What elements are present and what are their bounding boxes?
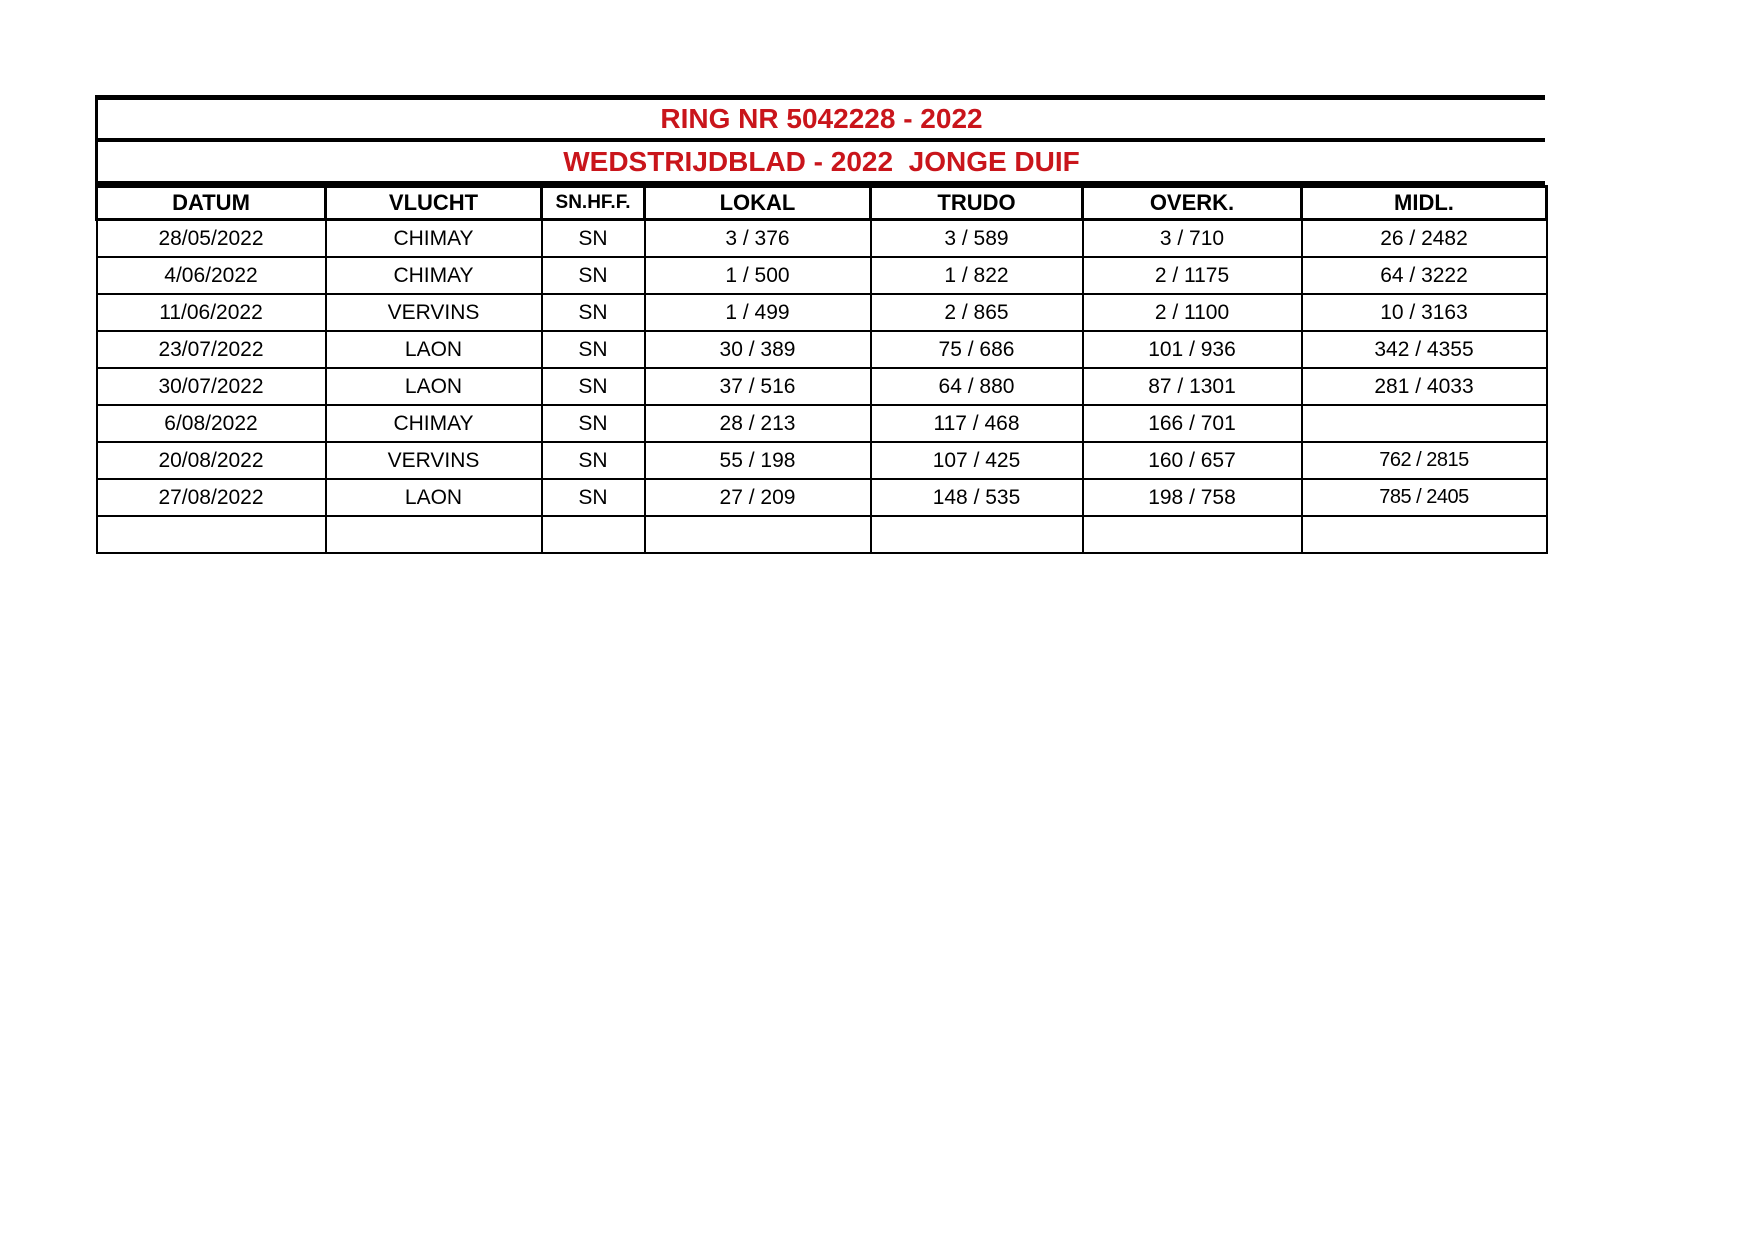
table-cell: 23/07/2022: [97, 331, 326, 368]
table-cell: 785 / 2405: [1302, 479, 1547, 516]
table-cell: 37 / 516: [645, 368, 871, 405]
table-row: [97, 442, 1547, 479]
table-cell: 64 / 3222: [1302, 257, 1547, 294]
table-cell: [871, 516, 1083, 553]
table-cell: 26 / 2482: [1302, 220, 1547, 258]
table-cell: SN: [542, 331, 645, 368]
table-cell: 27/08/2022: [97, 479, 326, 516]
table-cell: 28 / 213: [645, 405, 871, 442]
table-cell: 55 / 198: [645, 442, 871, 479]
table-cell: 1 / 500: [645, 257, 871, 294]
table-cell: 2 / 1100: [1083, 294, 1302, 331]
column-header-midl: MIDL.: [1302, 187, 1547, 220]
table-cell: 28/05/2022: [97, 220, 326, 258]
table-cell: VERVINS: [326, 442, 542, 479]
table-cell: CHIMAY: [326, 257, 542, 294]
table-row: [97, 331, 1547, 368]
table-cell: 107 / 425: [871, 442, 1083, 479]
table-cell: 3 / 376: [645, 220, 871, 258]
table-cell: SN: [542, 294, 645, 331]
table-cell: [326, 516, 542, 553]
table-cell: 64 / 880: [871, 368, 1083, 405]
table-cell: 30 / 389: [645, 331, 871, 368]
table-cell: VERVINS: [326, 294, 542, 331]
table-cell: CHIMAY: [326, 405, 542, 442]
ring-number-title: RING NR 5042228 - 2022: [95, 95, 1545, 142]
table-cell: SN: [542, 405, 645, 442]
table-cell: 4/06/2022: [97, 257, 326, 294]
table-cell: [1302, 405, 1547, 442]
table-cell: 6/08/2022: [97, 405, 326, 442]
table-cell: 762 / 2815: [1302, 442, 1547, 479]
table-cell: SN: [542, 368, 645, 405]
table-cell: 10 / 3163: [1302, 294, 1547, 331]
table-cell: 11/06/2022: [97, 294, 326, 331]
table-cell: 1 / 499: [645, 294, 871, 331]
table-cell: LAON: [326, 479, 542, 516]
table-cell: 27 / 209: [645, 479, 871, 516]
table-cell: 166 / 701: [1083, 405, 1302, 442]
sheet-subtitle: WEDSTRIJDBLAD - 2022 JONGE DUIF: [95, 142, 1545, 185]
column-header-vlucht: VLUCHT: [326, 187, 542, 220]
table-cell: [1083, 516, 1302, 553]
table-cell: 117 / 468: [871, 405, 1083, 442]
table-cell: 281 / 4033: [1302, 368, 1547, 405]
table-row: [97, 479, 1547, 516]
column-header-trudo: TRUDO: [871, 187, 1083, 220]
table-cell: LAON: [326, 368, 542, 405]
table-cell: [1302, 516, 1547, 553]
table-cell: LAON: [326, 331, 542, 368]
column-header-snhff: SN.HF.F.: [542, 187, 645, 220]
table-cell: 148 / 535: [871, 479, 1083, 516]
header-row: [97, 187, 1547, 220]
results-table: [95, 185, 1548, 554]
table-cell: 2 / 865: [871, 294, 1083, 331]
table-cell: 20/08/2022: [97, 442, 326, 479]
table-cell: 2 / 1175: [1083, 257, 1302, 294]
table-cell: 160 / 657: [1083, 442, 1302, 479]
competition-sheet: [95, 95, 1545, 554]
table-cell: 342 / 4355: [1302, 331, 1547, 368]
table-row: [97, 368, 1547, 405]
table-cell: [542, 516, 645, 553]
table-cell: [97, 516, 326, 553]
table-row: [97, 405, 1547, 442]
table-cell: SN: [542, 479, 645, 516]
column-header-overk: OVERK.: [1083, 187, 1302, 220]
column-header-lokal: LOKAL: [645, 187, 871, 220]
table-row: [97, 294, 1547, 331]
table-cell: 1 / 822: [871, 257, 1083, 294]
table-cell: 3 / 710: [1083, 220, 1302, 258]
table-cell: 87 / 1301: [1083, 368, 1302, 405]
table-row: [97, 257, 1547, 294]
table-cell: CHIMAY: [326, 220, 542, 258]
table-cell: 198 / 758: [1083, 479, 1302, 516]
table-cell: 3 / 589: [871, 220, 1083, 258]
table-cell: 101 / 936: [1083, 331, 1302, 368]
table-row: [97, 516, 1547, 553]
table-cell: SN: [542, 220, 645, 258]
column-header-datum: DATUM: [97, 187, 326, 220]
table-cell: 30/07/2022: [97, 368, 326, 405]
table-cell: [645, 516, 871, 553]
table-cell: SN: [542, 257, 645, 294]
table-row: [97, 220, 1547, 258]
table-cell: 75 / 686: [871, 331, 1083, 368]
table-cell: SN: [542, 442, 645, 479]
